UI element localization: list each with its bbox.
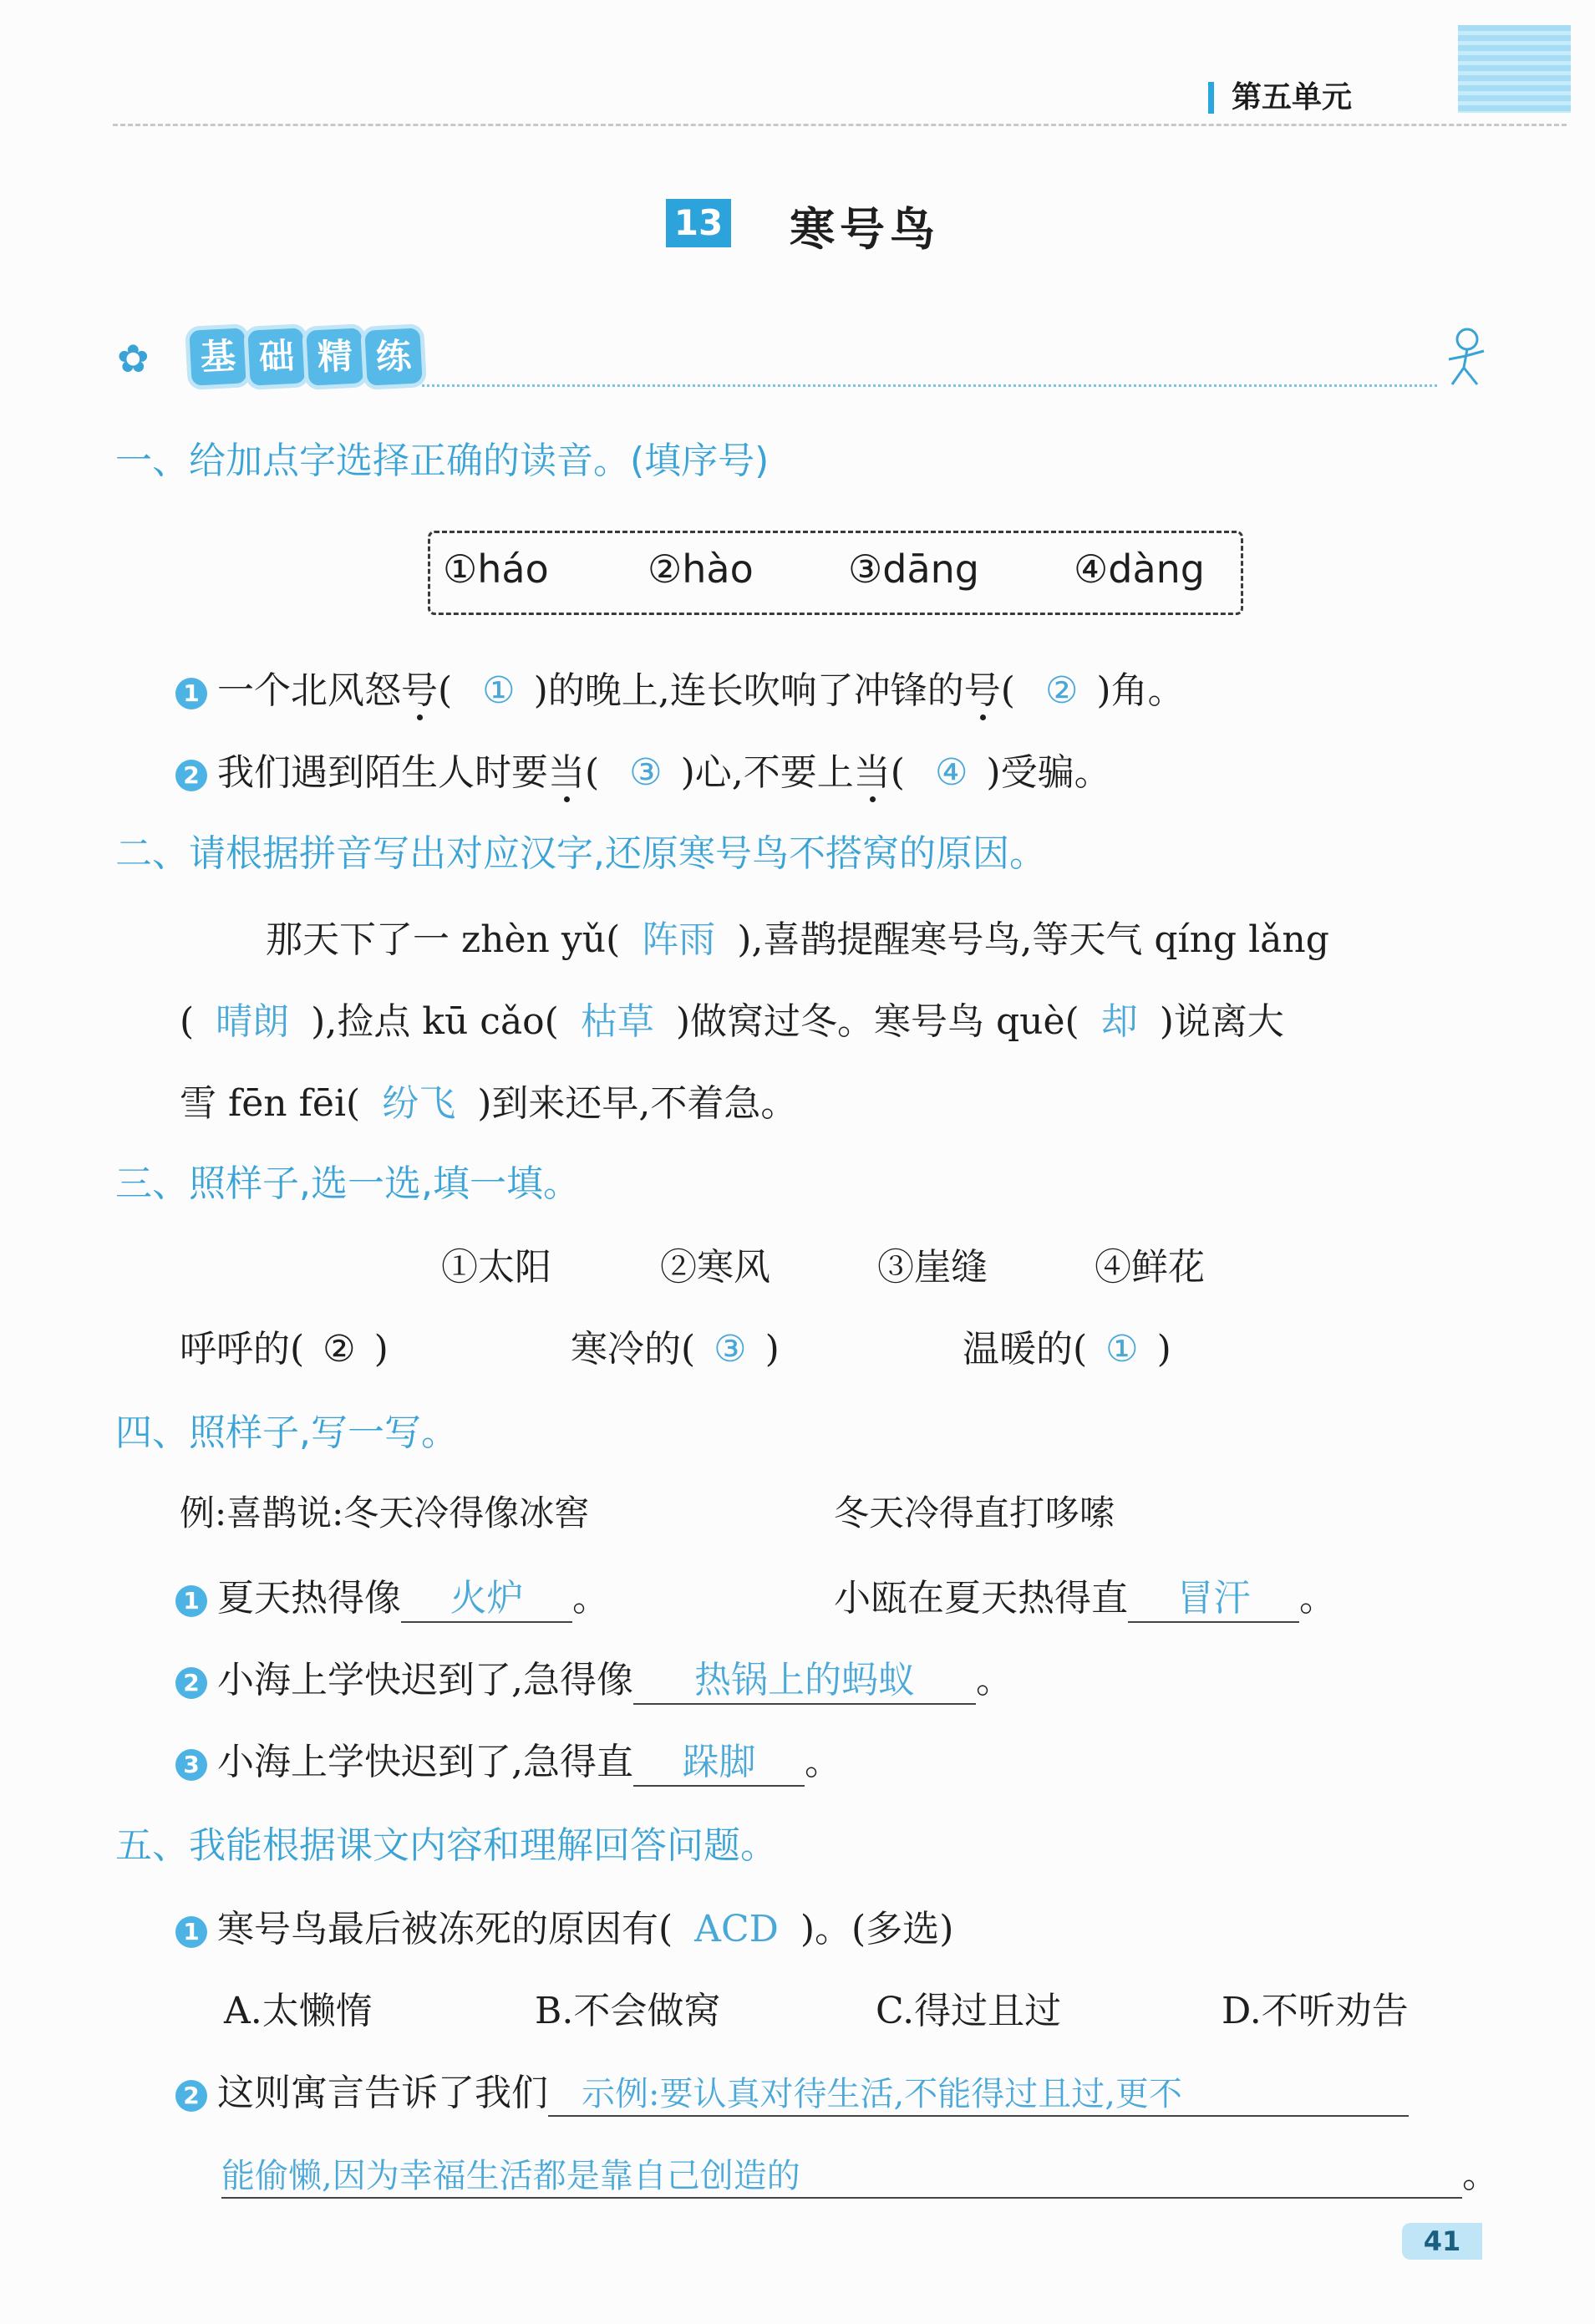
answer: ① bbox=[482, 669, 516, 712]
answer-blank: 跺脚 bbox=[633, 1732, 805, 1787]
banner-char: 精 bbox=[306, 328, 363, 385]
word-option: ③崖缝 bbox=[877, 1246, 988, 1289]
q5-item-2-cont: 能偷懒,因为幸福生活都是靠自己创造的 。 bbox=[221, 2144, 1499, 2199]
unit-tab-decoration bbox=[1458, 25, 1571, 113]
question-3-title: 三、照样子,选一选,填一填。 bbox=[115, 1162, 580, 1205]
question-4-title: 四、照样子,写一写。 bbox=[115, 1411, 458, 1454]
lesson-title: 寒号鸟 bbox=[790, 203, 940, 256]
q2-line-1: 那天下了一 zhèn yǔ( 阵雨 ),喜鹊提醒寒号鸟,等天气 qíng lǎng bbox=[266, 918, 1329, 961]
q4-item-1: 1 夏天热得像 火炉 。 bbox=[175, 1568, 609, 1623]
answer: ③ bbox=[629, 751, 663, 794]
choice: D.不听劝告 bbox=[1222, 1990, 1409, 2032]
q3-fill-1: 呼呼的( ② ) bbox=[180, 1328, 389, 1370]
pinyin-option: ③dāng bbox=[848, 547, 979, 592]
banner-char: 练 bbox=[364, 328, 422, 385]
answer: 晴朗 bbox=[216, 1000, 290, 1043]
q5-item-2: 2 这则寓言告诉了我们 示例:要认真对待生活,不能得过且过,更不 bbox=[175, 2062, 1409, 2117]
pinyin-option: ①háo bbox=[443, 547, 549, 592]
q2-line-3: 雪 fēn fēi( 纷飞 )到来还早,不着急。 bbox=[180, 1082, 798, 1125]
header-divider bbox=[113, 124, 1567, 126]
q4-item-1b: 小瓯在夏天热得直 冒汗 。 bbox=[834, 1568, 1336, 1623]
pinyin-option: ④dàng bbox=[1074, 547, 1205, 592]
q3-fill-3: 温暖的( ① ) bbox=[963, 1328, 1171, 1370]
question-5-title: 五、我能根据课文内容和理解回答问题。 bbox=[115, 1824, 777, 1867]
q5-item-1: 1 寒号鸟最后被冻死的原因有( ACD )。(多选) bbox=[175, 1899, 953, 1952]
answer-blank: 热锅上的蚂蚁 bbox=[633, 1650, 976, 1705]
word-option: ②寒风 bbox=[660, 1246, 770, 1289]
q3-fill-2: 寒冷的( ③ ) bbox=[571, 1328, 780, 1370]
answer: 却 bbox=[1100, 1000, 1138, 1043]
answer: ② bbox=[1044, 669, 1079, 712]
word-option: ①太阳 bbox=[441, 1246, 551, 1289]
banner-char: 础 bbox=[247, 328, 305, 385]
answer-line: 示例:要认真对待生活,不能得过且过,更不 bbox=[548, 2067, 1409, 2117]
answer: ACD bbox=[694, 1908, 779, 1950]
pinyin-option: ②hào bbox=[648, 547, 754, 592]
answer: 阵雨 bbox=[642, 918, 716, 961]
q4-item-2: 2 小海上学快迟到了,急得像 热锅上的蚂蚁 。 bbox=[175, 1650, 1013, 1705]
sprout-icon: ✿ bbox=[117, 336, 150, 381]
q4-example-2: 冬天冷得直打哆嗦 bbox=[834, 1493, 1115, 1533]
answer: ④ bbox=[934, 751, 968, 794]
banner-divider bbox=[422, 384, 1437, 387]
choice: A.太懒惰 bbox=[224, 1990, 373, 2032]
q2-line-2: ( 晴朗 ),捡点 kū cǎo( 枯草 )做窝过冬。寒号鸟 què( 却 )说离大 bbox=[180, 1000, 1284, 1043]
lesson-number-badge: 13 bbox=[666, 199, 731, 247]
answer: 纷飞 bbox=[382, 1082, 456, 1125]
choice: B.不会做窝 bbox=[535, 1990, 721, 2032]
answer-line: 能偷懒,因为幸福生活都是靠自己创造的 bbox=[221, 2149, 1462, 2199]
question-2-title: 二、请根据拼音写出对应汉字,还原寒号鸟不搭窝的原因。 bbox=[115, 832, 1046, 875]
unit-label: 第五单元 bbox=[1232, 80, 1353, 114]
banner-char: 基 bbox=[189, 328, 246, 385]
q4-example-1: 例:喜鹊说:冬天冷得像冰窖 bbox=[180, 1493, 590, 1533]
q1-item-2: 2 我们遇到陌生人时要当( ③ )心,不要上当( ④ )受骗。 bbox=[175, 742, 1111, 796]
page-number: 41 bbox=[1402, 2223, 1482, 2260]
running-child-icon bbox=[1435, 326, 1494, 404]
question-1-title: 一、给加点字选择正确的读音。(填序号) bbox=[115, 440, 770, 482]
answer-blank: 冒汗 bbox=[1128, 1568, 1299, 1623]
q4-item-3: 3 小海上学快迟到了,急得直 跺脚 。 bbox=[175, 1732, 841, 1787]
choice: C.得过且过 bbox=[876, 1990, 1062, 2032]
unit-marker-bar bbox=[1208, 82, 1214, 114]
q1-item-1: 1 一个北风怒号( ① )的晚上,连长吹响了冲锋的号( ② )角。 bbox=[175, 660, 1185, 714]
word-option: ④鲜花 bbox=[1095, 1246, 1205, 1289]
answer: 枯草 bbox=[580, 1000, 654, 1043]
answer-blank: 火炉 bbox=[401, 1568, 572, 1623]
